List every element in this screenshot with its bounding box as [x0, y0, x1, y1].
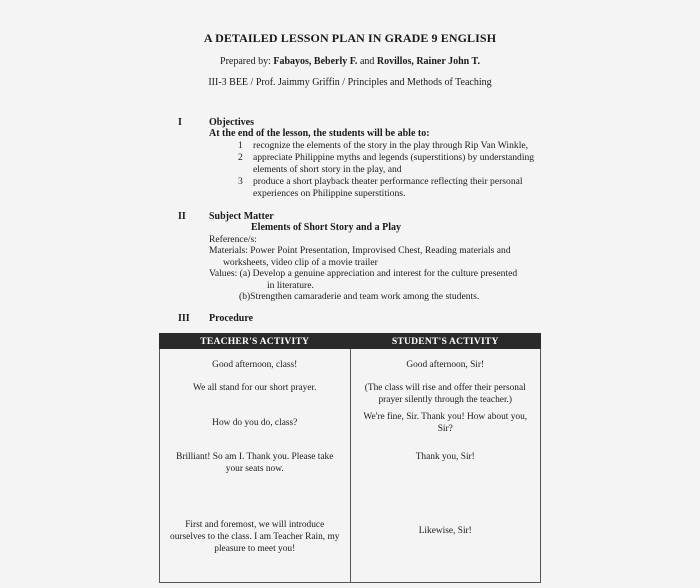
author-2: Rovillos, Rainer John T. — [376, 56, 480, 67]
student-line-1: Good afternoon, Sir! — [406, 360, 485, 370]
student-line-4: Thank you, Sir! — [415, 452, 475, 462]
materials-line-1: Materials: Power Point Presentation, Improvised Chest, Reading materials and — [209, 245, 511, 256]
section-1-number: I — [178, 117, 182, 128]
student-line-3: We're fine, Sir. Thank you! How about you, Sir? — [363, 412, 528, 434]
section-3-heading: Procedure — [209, 313, 254, 324]
course-line: III-3 BEE / Prof. Jaimmy Griffin / Principles and Methods of Teaching — [208, 77, 492, 88]
objective-2-line-1: appreciate Philippine myths and legends (superstitions) by understanding — [253, 152, 535, 163]
teacher-line-5: First and foremost, we will introduce ourselves to the class. I am Teacher Rain, my pleasure to meet you! — [170, 520, 340, 554]
section-2-number: II — [178, 211, 186, 222]
teacher-line-3: How do you do, class? — [212, 418, 298, 428]
table-header-row — [160, 334, 541, 349]
materials-line-2: worksheets, video clip of a movie trailer — [223, 257, 378, 268]
objective-3-line-2: experiences on Philippine superstitions. — [253, 188, 406, 199]
objective-1-number: 1 — [238, 140, 243, 151]
student-column-header: STUDENT'S ACTIVITY — [350, 334, 541, 349]
teacher-activity-cell — [160, 349, 351, 583]
table-row — [160, 349, 541, 583]
and-word: and — [359, 56, 375, 67]
section-2-heading: Subject Matter — [209, 211, 274, 222]
prepared-label: Prepared by: — [220, 56, 271, 67]
objective-2-number: 2 — [238, 152, 243, 163]
student-line-5: Likewise, Sir! — [418, 526, 472, 536]
teacher-line-4: Brilliant! So am I. Thank you. Please take your seats now. — [176, 452, 334, 474]
subject-topic: Elements of Short Story and a Play — [251, 222, 401, 233]
section-1-heading: Objectives — [209, 117, 254, 128]
section-3-number: III — [178, 313, 190, 324]
student-line-2: (The class will rise and offer their personal prayer silently through the teacher.) — [364, 383, 526, 405]
references-line: Reference/s: — [209, 234, 257, 245]
values-line-2: in literature. — [267, 280, 314, 291]
objective-2-line-2: elements of short story in the play, and — [253, 164, 402, 175]
activity-table — [159, 333, 541, 583]
teacher-line-1: Good afternoon, class! — [212, 360, 298, 370]
objective-1-line-1: recognize the elements of the story in the play through Rip Van Winkle, — [253, 140, 529, 151]
objectives-intro: At the end of the lesson, the students will be able to: — [209, 128, 430, 139]
objective-3-number: 3 — [238, 176, 243, 187]
teacher-line-2: We all stand for our short prayer. — [193, 383, 317, 393]
values-line-1: Values: (a) Develop a genuine appreciation and interest for the culture presented — [209, 268, 518, 279]
values-line-3: (b)Strengthen camaraderie and team work among the students. — [239, 291, 480, 302]
student-activity-cell — [350, 349, 541, 583]
teacher-column-header: TEACHER'S ACTIVITY — [160, 334, 351, 349]
document-title: A DETAILED LESSON PLAN IN GRADE 9 ENGLISH — [203, 31, 497, 45]
objective-3-line-1: produce a short playback theater performance reflecting their personal — [253, 176, 523, 187]
prepared-by-line — [0, 56, 700, 67]
author-1: Fabayos, Beberly F. — [273, 56, 358, 67]
